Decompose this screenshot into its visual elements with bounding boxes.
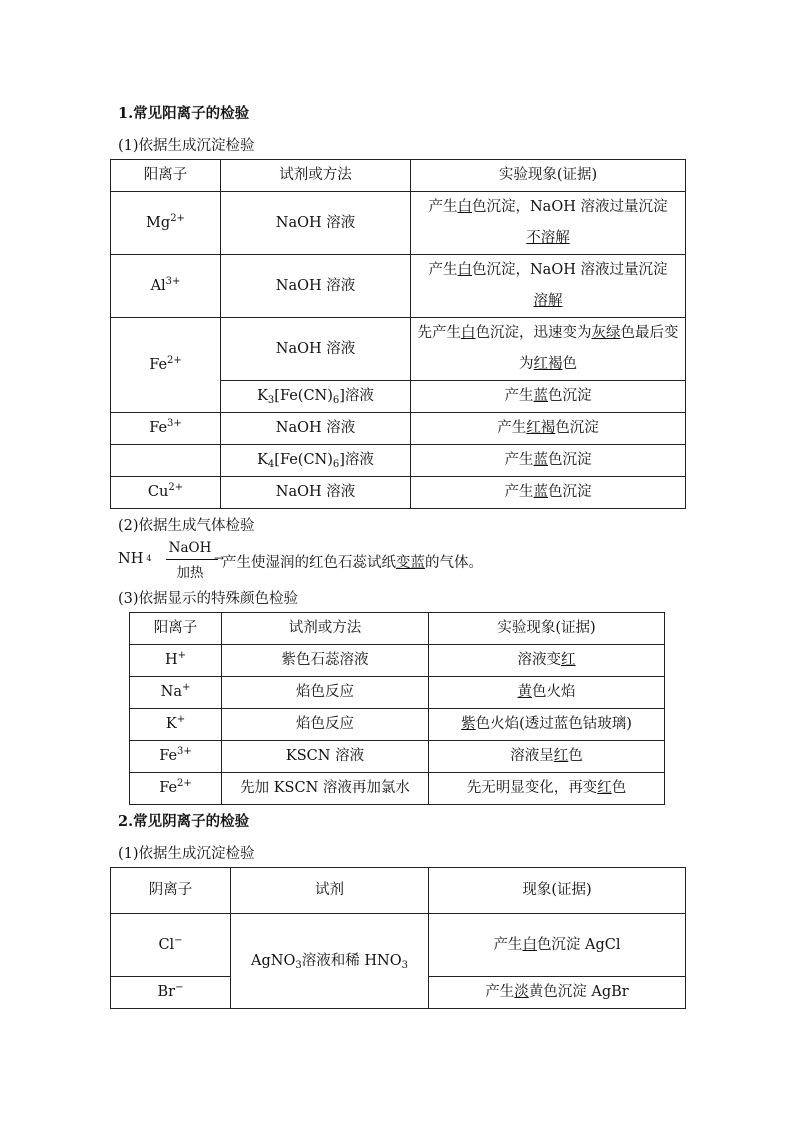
subheading-anion-precipitate: (1)依据生成沉淀检验: [118, 846, 255, 862]
cation-color-table: [129, 612, 665, 805]
ion-cell: $Cu^{2+}$: [111, 477, 221, 509]
phenomenon-cell: 先产生白色沉淀，迅速变为灰绿色最后变为红褐色: [411, 318, 686, 381]
gas-result-text: 产生使湿润的红色石蕊试纸变蓝的气体。: [222, 555, 483, 571]
ion-cell: $Fe^{2+}$: [111, 318, 221, 413]
table-row: [111, 192, 686, 255]
phenomenon-cell: 产生蓝色沉淀: [411, 445, 686, 477]
ammonium-ion: NH 4: [118, 551, 152, 567]
phenomenon-cell: 溶液变红: [429, 645, 665, 677]
ion-cell: $Fe^{3+}$: [111, 413, 221, 445]
ion-cell: $Al^{3+}$: [111, 255, 221, 318]
reaction-arrow: [166, 559, 218, 560]
phenomenon-cell: 紫色火焰(透过蓝色钴玻璃): [429, 709, 665, 741]
arrow-condition-bottom: 加热: [176, 565, 204, 581]
phenomenon-cell: 产生白色沉淀，NaOH 溶液过量沉淀 溶解: [411, 255, 686, 318]
subheading-color: (3)依据显示的特殊颜色检验: [118, 591, 299, 607]
header-cell: 阴离子: [111, 868, 231, 914]
phenomenon-cell: 产生淡黄色沉淀 AgBr: [429, 977, 686, 1009]
section-heading-anion: 2.常见阴离子的检验: [118, 813, 250, 830]
header-cell: 试剂或方法: [221, 160, 411, 192]
reagent-cell: NaOH 溶液: [221, 255, 411, 318]
reagent-cell: NaOH 溶液: [221, 477, 411, 509]
table-header-row: [111, 160, 686, 192]
reagent-cell: 紫色石蕊溶液: [222, 645, 429, 677]
reagent-cell: NaOH 溶液: [221, 318, 411, 381]
header-cell: 实验现象(证据): [411, 160, 686, 192]
reagent-cell: $K_4[Fe(CN)_6]$溶液: [221, 445, 411, 477]
ion-cell: [111, 445, 221, 477]
phenomenon-cell: 产生白色沉淀 AgCl: [429, 914, 686, 977]
header-cell: 试剂: [231, 868, 429, 914]
header-cell: 阳离子: [130, 613, 222, 645]
subheading-precipitate: (1)依据生成沉淀检验: [118, 138, 255, 154]
table-row: [111, 445, 686, 477]
anion-precipitate-table: [110, 867, 686, 1009]
arrow-condition-top: NaOH: [168, 540, 212, 556]
table-row: [111, 413, 686, 445]
reagent-cell: AgNO$_3$溶液和稀 $HNO_3$: [231, 914, 429, 1009]
reagent-cell: NaOH 溶液: [221, 192, 411, 255]
reagent-cell: 焰色反应: [222, 677, 429, 709]
phenomenon-cell: 产生蓝色沉淀: [411, 381, 686, 413]
table-header-row: [111, 868, 686, 914]
phenomenon-cell: 溶液呈红色: [429, 741, 665, 773]
reagent-cell: NaOH 溶液: [221, 413, 411, 445]
ion-cell: Br−: [111, 977, 231, 1009]
table-row: [130, 773, 665, 805]
phenomenon-cell: 产生白色沉淀，NaOH 溶液过量沉淀 不溶解: [411, 192, 686, 255]
table-row: [130, 677, 665, 709]
phenomenon-cell: 产生红褐色沉淀: [411, 413, 686, 445]
table-row: [130, 741, 665, 773]
table-row: [130, 709, 665, 741]
table-row: [111, 318, 686, 381]
phenomenon-cell: 产生蓝色沉淀: [411, 477, 686, 509]
table-header-row: [130, 613, 665, 645]
table-row: [111, 914, 686, 977]
table-row: [111, 477, 686, 509]
subheading-gas: (2)依据生成气体检验: [118, 518, 255, 534]
ion-cell: $Fe^{2+}$: [130, 773, 222, 805]
header-cell: 试剂或方法: [222, 613, 429, 645]
ion-cell: $Mg^{2+}$: [111, 192, 221, 255]
reagent-cell: 焰色反应: [222, 709, 429, 741]
header-cell: 实验现象(证据): [429, 613, 665, 645]
section-heading-cation: 1.常见阳离子的检验: [118, 105, 250, 122]
ion-cell: H+: [130, 645, 222, 677]
table-row: [130, 645, 665, 677]
phenomenon-cell: 先无明显变化，再变红色: [429, 773, 665, 805]
ion-cell: $Fe^{3+}$: [130, 741, 222, 773]
arrow-head-icon: →: [214, 551, 225, 565]
table-row: [111, 255, 686, 318]
ion-cell: K+: [130, 709, 222, 741]
phenomenon-cell: 黄色火焰: [429, 677, 665, 709]
header-cell: 现象(证据): [429, 868, 686, 914]
ion-cell: Cl−: [111, 914, 231, 977]
ion-cell: Na+: [130, 677, 222, 709]
reagent-cell: 先加 KSCN 溶液再加氯水: [222, 773, 429, 805]
reagent-cell: $K_3[Fe(CN)_6]$溶液: [221, 381, 411, 413]
cation-precipitate-table: [110, 159, 686, 509]
header-cell: 阳离子: [111, 160, 221, 192]
reagent-cell: KSCN 溶液: [222, 741, 429, 773]
